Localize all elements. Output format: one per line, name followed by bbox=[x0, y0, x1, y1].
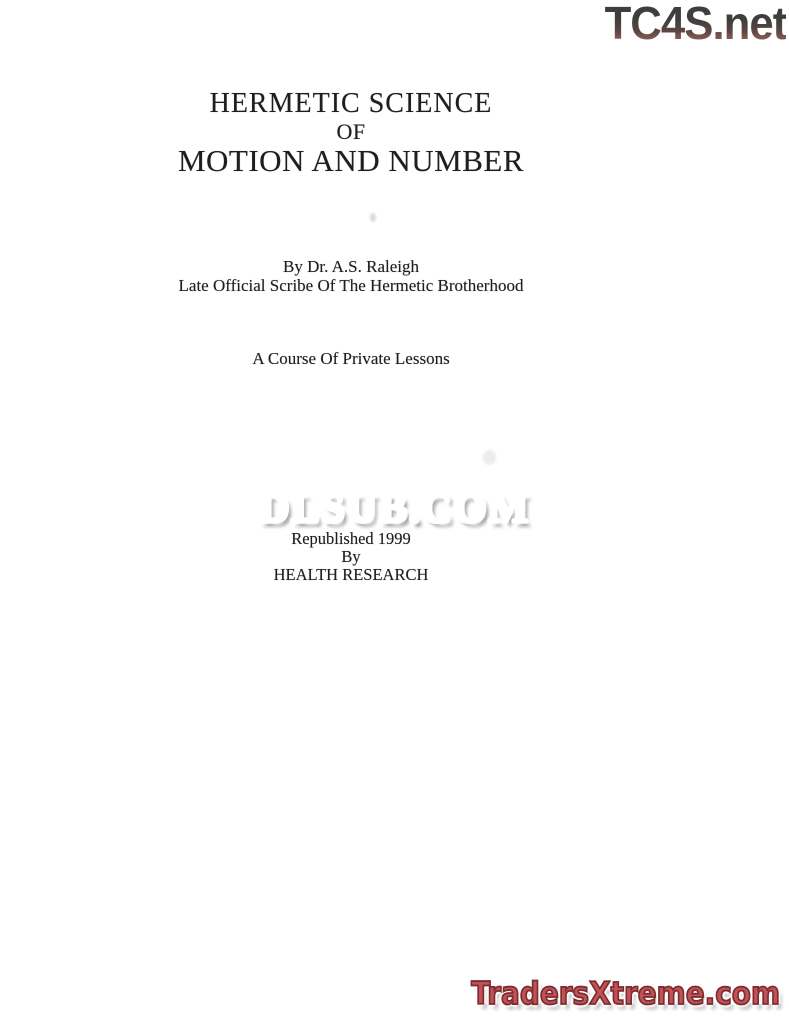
scan-speck bbox=[370, 213, 376, 222]
dlsub-logo: DLSUB.COM bbox=[258, 486, 531, 532]
book-title bbox=[2, 88, 700, 178]
imprint-block bbox=[2, 530, 700, 583]
author-block bbox=[2, 258, 700, 295]
author-byline: By Dr. A.S. Raleigh bbox=[282, 257, 419, 276]
book-title-line-1: HERMETIC SCIENCE bbox=[209, 88, 493, 119]
tradersxtreme-watermark: TradersXtreme.com bbox=[471, 976, 780, 1012]
author-credential: Late Official Scribe Of The Hermetic Brotherhood bbox=[178, 275, 524, 295]
publisher-logo-band bbox=[0, 486, 789, 532]
book-title-line-2: OF bbox=[336, 119, 366, 144]
imprint-publisher-line: HEALTH RESEARCH bbox=[273, 564, 429, 584]
book-title-line-3: MOTION AND NUMBER bbox=[177, 143, 525, 178]
course-line-block bbox=[2, 349, 700, 369]
imprint-by-line: By bbox=[341, 546, 361, 566]
course-line: A Course Of Private Lessons bbox=[252, 349, 450, 368]
imprint-republished-line: Republished 1999 bbox=[291, 529, 411, 548]
scan-speck bbox=[483, 450, 496, 465]
tc4s-watermark: TC4S.net bbox=[604, 0, 786, 49]
